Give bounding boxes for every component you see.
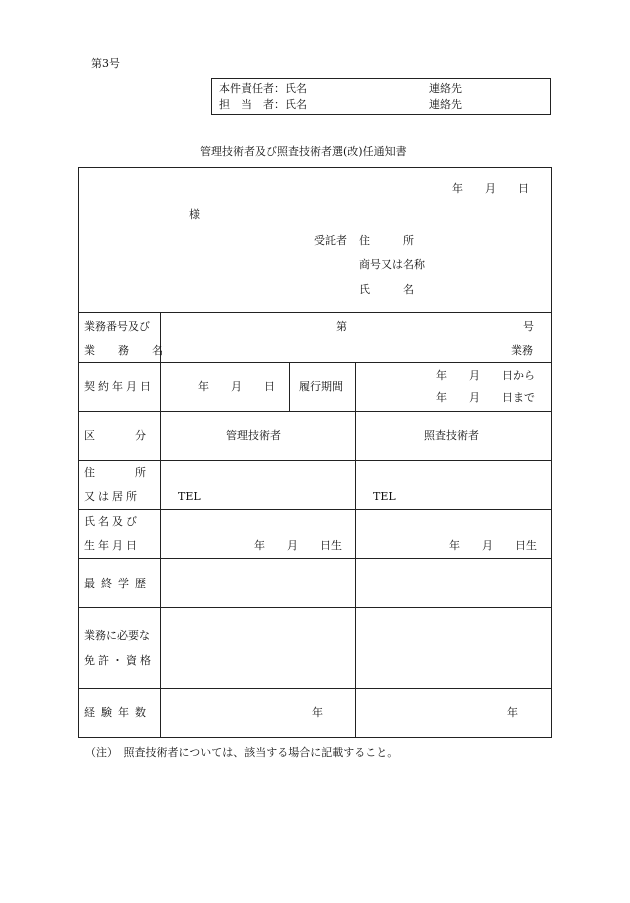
staff-label: 担 当 者：氏名 bbox=[219, 98, 307, 111]
business-work-suffix: 業務 bbox=[511, 344, 533, 357]
address-label: 住 所 bbox=[359, 234, 414, 247]
row-divider bbox=[78, 607, 552, 608]
row-divider bbox=[78, 688, 552, 689]
period-from: 年 月 日から bbox=[436, 369, 535, 382]
manager-experience-unit: 年 bbox=[312, 706, 323, 719]
consignee-label: 受託者 bbox=[314, 234, 347, 247]
license-label-line2: 免許・資格 bbox=[84, 654, 154, 667]
footnote: （注） 照査技術者については、該当する場合に記載すること。 bbox=[85, 746, 399, 759]
row-divider bbox=[78, 411, 552, 412]
responsible-contact-label: 連絡先 bbox=[429, 82, 462, 95]
checker-birth-date: 年 月 日生 bbox=[449, 539, 537, 552]
manager-tel-label: TEL bbox=[178, 490, 201, 503]
address-row-label-line2: 又は居所 bbox=[84, 490, 140, 503]
row-divider bbox=[78, 558, 552, 559]
addressee-suffix: 様 bbox=[189, 208, 200, 221]
business-label-line2: 業 務 名 bbox=[84, 344, 169, 357]
label-column-divider bbox=[160, 312, 161, 738]
company-label: 商号又は名称 bbox=[359, 258, 425, 271]
row-divider bbox=[78, 362, 552, 363]
manager-heading: 管理技術者 bbox=[226, 429, 281, 442]
license-label-line1: 業務に必要な bbox=[84, 629, 150, 642]
contract-date-label: 契約年月日 bbox=[84, 380, 154, 393]
experience-label: 経験年数 bbox=[84, 706, 152, 719]
row-divider bbox=[78, 312, 552, 313]
business-label-line1: 業務番号及び bbox=[84, 320, 150, 333]
contract-divider bbox=[289, 362, 290, 411]
checker-experience-unit: 年 bbox=[507, 706, 518, 719]
period-to: 年 月 日まで bbox=[436, 391, 535, 404]
division-label: 区 分 bbox=[84, 429, 152, 442]
checker-tel-label: TEL bbox=[373, 490, 396, 503]
column-divider bbox=[355, 362, 356, 738]
document-title: 管理技術者及び照査技術者選(改)任通知書 bbox=[200, 145, 407, 158]
name-birth-label-line1: 氏名及び bbox=[84, 515, 140, 528]
business-no-suffix: 号 bbox=[523, 320, 534, 333]
education-label: 最終学歴 bbox=[84, 577, 152, 590]
row-divider bbox=[78, 460, 552, 461]
address-row-label-line1: 住 所 bbox=[84, 466, 152, 479]
name-birth-label-line2: 生年月日 bbox=[84, 539, 140, 552]
form-number: 第3号 bbox=[91, 57, 120, 70]
row-divider bbox=[78, 509, 552, 510]
checker-heading: 照査技術者 bbox=[424, 429, 479, 442]
business-no-prefix: 第 bbox=[336, 320, 347, 333]
responsible-label: 本件責任者：氏名 bbox=[219, 82, 307, 95]
staff-contact-label: 連絡先 bbox=[429, 98, 462, 111]
name-label: 氏 名 bbox=[359, 283, 414, 296]
form-table bbox=[78, 167, 552, 738]
contract-date-value: 年 月 日 bbox=[198, 380, 275, 393]
manager-birth-date: 年 月 日生 bbox=[254, 539, 342, 552]
period-label: 履行期間 bbox=[299, 380, 343, 393]
notice-date: 年 月 日 bbox=[452, 182, 529, 195]
